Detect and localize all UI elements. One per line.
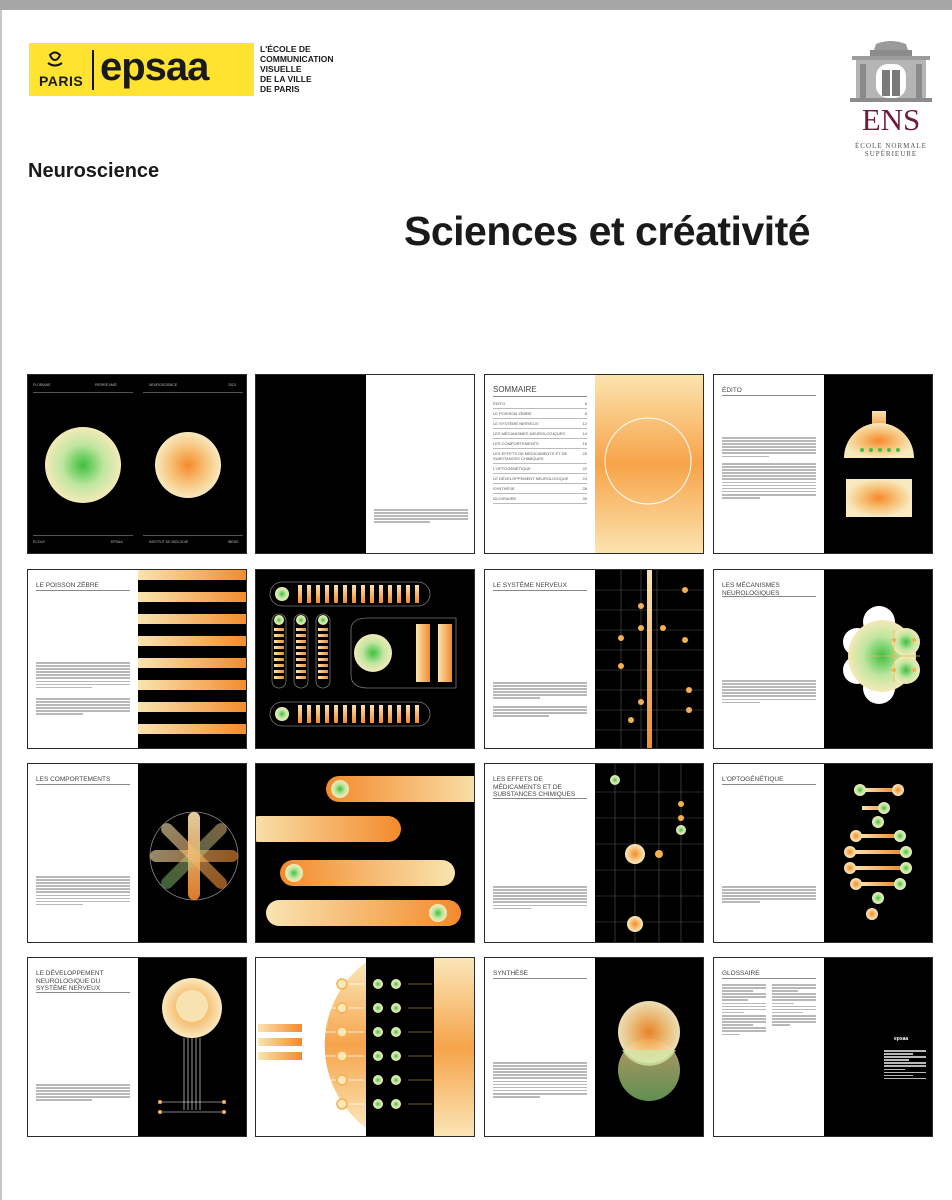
zebra-stripes [138,570,247,748]
heading-rule [722,784,816,785]
cover-label: PIERRE-MAË [95,383,117,387]
logo-divider [92,50,94,90]
colophon-text [884,1050,926,1081]
sommaire-item-page: 8 [584,401,587,406]
page-synthese [485,958,595,1136]
sommaire-item-page: 24 [582,476,587,481]
optogenetique-text [722,886,816,905]
page-edito-art [824,375,933,553]
spread-tubes[interactable] [255,763,475,943]
glossary-column [772,984,816,1027]
page-mecanismes-art [824,570,933,748]
behavior-art [138,764,247,942]
page-poisson-art [138,570,247,748]
developpement-text [36,1084,130,1103]
spread-optogenetique[interactable] [713,763,933,943]
spread-circuits[interactable] [255,957,475,1137]
sommaire-item[interactable] [493,449,587,464]
ens-subtitle [846,142,936,158]
neuron-art [138,958,247,1136]
cover-label: 2023 [228,383,236,387]
heading-rule [493,590,587,591]
spread-systeme-nerveux[interactable] [484,569,704,749]
page-edito [714,375,824,553]
sommaire-item-page: 12 [582,421,587,426]
spread-synthese[interactable] [484,957,704,1137]
cover-label: EPSAA [111,540,123,544]
page-poisson [28,570,138,748]
green-cell [45,427,121,503]
building-icon [846,40,936,102]
cover-label: INSTITUT DE BIOLOGIE [149,540,189,544]
spread-mecanismes[interactable] [713,569,933,749]
page-developpement-art [138,958,247,1136]
edito-heading: ÉDITO [722,387,742,394]
page-glossaire [714,958,824,1136]
school-line: COMMUNICATION [260,54,334,64]
white-ring [605,418,691,504]
spread-cover[interactable] [27,374,247,554]
sommaire-item-page: 30 [582,496,587,501]
sommaire-item[interactable] [493,494,587,504]
dna-art [824,764,933,942]
heading-rule [36,784,130,785]
systeme-text [493,682,587,701]
synthese-text [493,1062,587,1099]
synthese-heading: SYNTHÈSE [493,970,529,977]
page-title: Sciences et créativité [404,208,811,254]
developpement-heading: LE DÉVELOPPEMENT NEUROLOGIQUE DU SYSTÈME NERVEUX [36,970,104,992]
spread-laboratory[interactable] [255,569,475,749]
brand-name: epsaa [100,45,209,89]
sommaire-item-page: 8 [584,411,587,416]
sommaire-item[interactable] [493,439,587,449]
cover-label: IBENS [228,540,239,544]
heading-rule [36,590,130,591]
glossary-entries [772,984,816,1026]
spread-poisson-zebre[interactable] [27,569,247,749]
sommaire-item-label: GLOSSAIRE [493,496,517,501]
page-effets [485,764,595,942]
spread-developpement[interactable] [27,957,247,1137]
sommaire-item-label: LE POISSON ZÈBRE [493,411,532,416]
sommaire-item[interactable] [493,474,587,484]
tubes-art [256,764,475,943]
school-line: L'ÉCOLE DE [260,44,311,54]
ens-name: ENS [861,102,921,137]
mecanismes-heading: LES MÉCANISMES NEUROLOGIQUES [722,582,780,597]
page-credits [366,375,475,553]
poisson-text [36,698,130,717]
comportements-text [36,876,130,907]
sommaire-item-label: LE DÉVELOPPEMENT NEUROLOGIQUE [493,476,569,481]
edito-text [722,463,816,500]
brain-art [824,570,933,748]
school-description [260,44,334,94]
synthese-art [595,958,704,1136]
effets-text [493,886,587,911]
sommaire-item-page: 14 [582,431,587,436]
sommaire-item[interactable] [493,419,587,429]
epsaa-logo [29,43,254,96]
heading-rule [722,978,816,979]
page-systeme [485,570,595,748]
cover-rule [143,535,243,536]
page-effets-art [595,764,704,942]
sommaire-item-label: LES EFFETS DE MÉDICAMENTS ET DE SUBSTANCES CHIMIQUES [493,451,568,461]
spread-credits[interactable] [255,374,475,554]
page-sommaire-art [595,375,704,553]
heading-rule [493,978,587,979]
school-line: DE LA VILLE [260,74,312,84]
sommaire-item-page: 20 [582,451,587,456]
page-optogenetique-art [824,764,933,942]
heading-rule [493,798,587,799]
poisson-heading: LE POISSON ZÈBRE [36,582,99,589]
page-comportements [28,764,138,942]
sommaire-item-label: LES MÉCANISMES NEUROLOGIQUES [493,431,566,436]
edito-text [722,437,816,459]
cover-rule [33,535,133,536]
heading-rule [722,395,816,396]
sommaire-list [493,399,587,504]
window-top-bar [0,0,952,10]
spread-comportements[interactable] [27,763,247,943]
sommaire-item-page: 22 [582,466,587,471]
page-synthese-art [595,958,704,1136]
sommaire-art [595,375,704,553]
sommaire-item-label: ÉDITO [493,401,506,406]
sommaire-item-label: LE SYSTÈME NERVEUX [493,421,539,426]
sommaire-item-label: L'OPTOGÉNÉTIQUE [493,466,531,471]
ens-logo [846,40,936,165]
glossary-entries [722,984,766,1035]
molecule-grid [595,764,704,942]
page-systeme-art [595,570,704,748]
page-black [256,375,366,553]
cover-label: ÉCOLE [33,540,45,544]
colophon-brand: epsaa [894,1036,909,1042]
cover-label: FLORIANE [33,383,51,387]
effets-heading: LES EFFETS DE MÉDICAMENTS ET DE SUBSTANCES CHIMIQUES [493,776,576,798]
sommaire-item[interactable] [493,464,587,474]
sommaire-heading: SOMMAIRE [493,385,537,394]
optogenetique-heading: L'OPTOGÉNÉTIQUE [722,776,784,783]
paris-ship-icon [46,51,64,69]
page-comportements-art [138,764,247,942]
ens-sub-line: SUPÉRIEURE [864,150,918,158]
glossary-column [722,984,766,1037]
nerve-grid [595,570,704,748]
poisson-text [36,662,130,690]
page-optogenetique [714,764,824,942]
heading-rule [493,396,587,397]
orange-cell [155,432,221,498]
page-colophon [824,958,933,1136]
sommaire-item[interactable] [493,484,587,494]
edito-art [824,375,933,553]
paris-label: PARIS [39,73,84,89]
sommaire-item-label: SYNTHÈSE [493,486,515,491]
heading-rule [36,992,130,993]
page-left-edge [0,10,2,1200]
systeme-heading: LE SYSTÈME NERVEUX [493,582,567,589]
cover-label: NEUROSCIENCE [149,383,178,387]
glossaire-heading: GLOSSAIRE [722,970,760,977]
ens-sub-line: ÉCOLE NORMALE [855,142,927,150]
cover-art [28,375,247,554]
sommaire-item-label: LES COMPORTEMENTS [493,441,539,446]
spread-effets[interactable] [484,763,704,943]
sommaire-item-page: 16 [582,441,587,446]
spread-sommaire[interactable] [484,374,704,554]
page-sommaire [485,375,595,553]
mecanismes-text [722,680,816,705]
sommaire-item[interactable] [493,399,587,409]
page-mecanismes [714,570,824,748]
heading-rule [722,596,816,597]
subject-label: Neuroscience [28,160,160,182]
comportements-heading: LES COMPORTEMENTS [36,776,111,783]
school-line: DE PARIS [260,84,300,94]
circuit-art [256,958,475,1137]
spread-glossaire[interactable] [713,957,933,1137]
page-developpement [28,958,138,1136]
school-line: VISUELLE [260,64,302,74]
sommaire-item[interactable] [493,429,587,439]
spread-edito[interactable] [713,374,933,554]
credits-text [374,509,468,524]
sommaire-item-page: 28 [582,486,587,491]
systeme-text [493,706,587,718]
lab-art [256,570,475,749]
sommaire-item[interactable] [493,409,587,419]
